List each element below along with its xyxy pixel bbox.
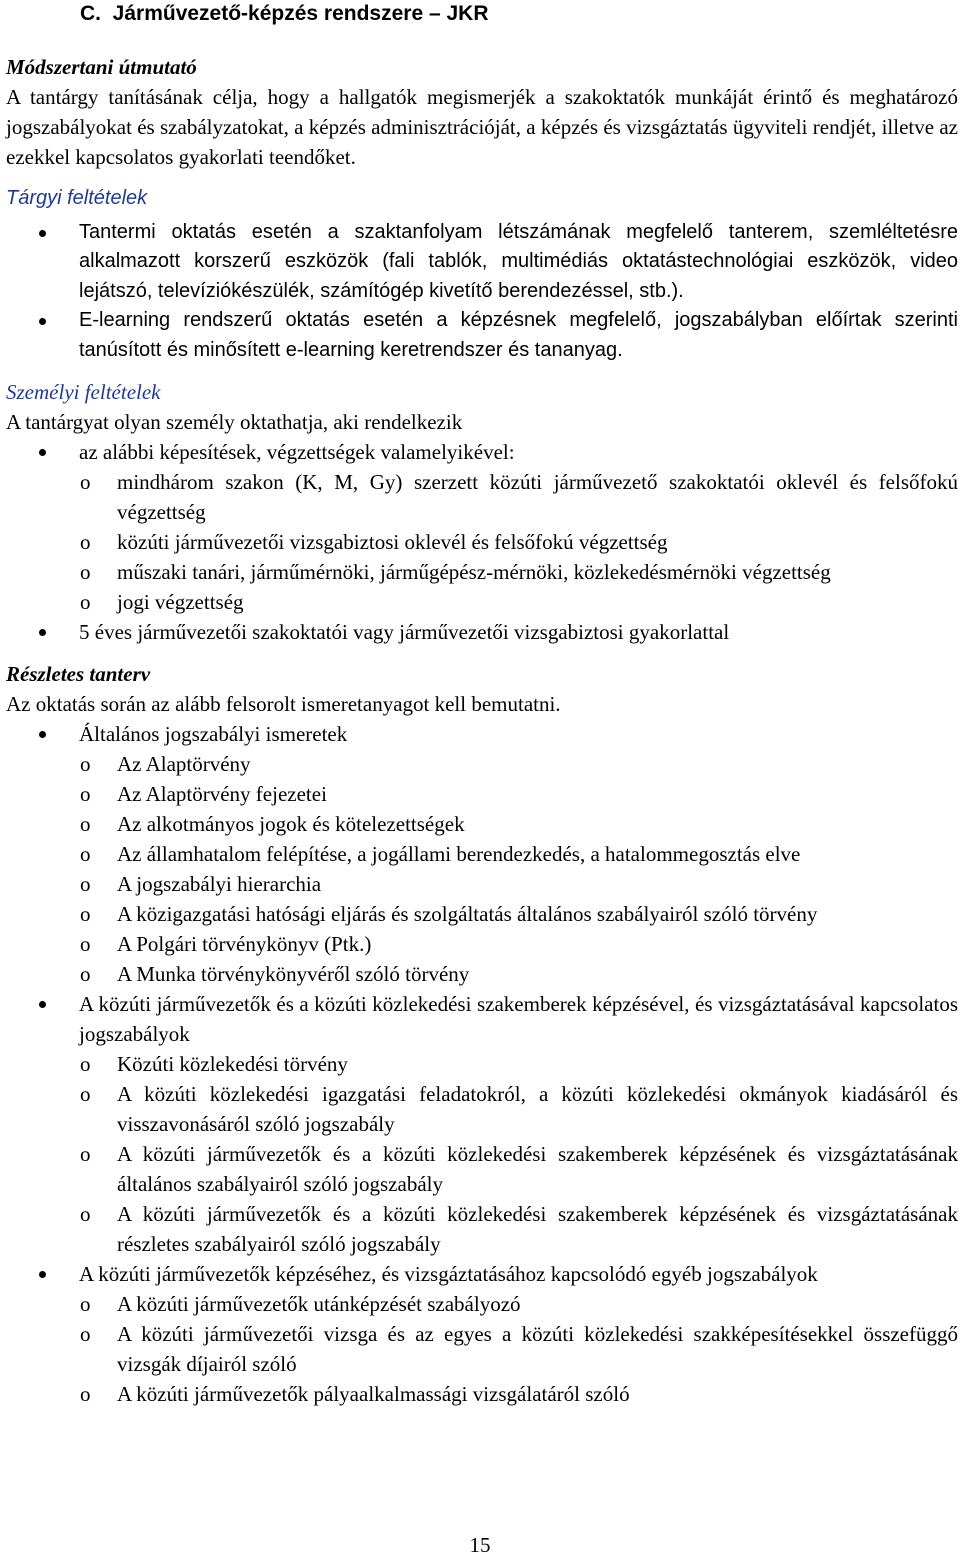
page-number: 15 xyxy=(469,1533,491,1557)
personal-subitem: o jogi végzettség xyxy=(6,587,958,617)
curriculum-intro: Az oktatás során az alább felsorolt ismeretanyagot kell bemutatni. xyxy=(6,692,561,716)
personal-subitem: o közúti járművezetői vizsgabiztosi oklevél és felsőfokú végzettség xyxy=(6,527,958,557)
curriculum-subitem: o Az Alaptörvény xyxy=(6,749,958,779)
curriculum-subitem: o Az alkotmányos jogok és kötelezettségek xyxy=(6,809,958,839)
curriculum-subitem: o Az Alaptörvény fejezetei xyxy=(6,779,958,809)
curriculum-subitem: o A közúti járművezetői vizsga és az egyes a közúti közlekedési szakképesítésekkel összefüggő vizsgák díjairól szóló xyxy=(6,1319,958,1379)
material-item: Tantermi oktatás esetén a szaktanfolyam létszámának megfelelő tanterem, szemléltetésre alkalmazott korszerű eszközök (fali tablók, multimédiás oktatástechnológiai eszközök, video lejátszó, televíziókészülék, számítógép kivetítő berendezéssel, stb.). xyxy=(6,218,958,307)
material-heading: Tárgyi feltételek xyxy=(6,187,148,209)
curriculum-group: A közúti járművezetők és a közúti közlekedési szakemberek képzésével, és vizsgáztatásával kapcsolatos jogszabályok xyxy=(6,989,958,1049)
curriculum-group: A közúti járművezetők képzéséhez, és vizsgáztatásához kapcsolódó egyéb jogszabályok xyxy=(6,1259,958,1289)
personal-intro: A tantárgyat olyan személy oktathatja, aki rendelkezik xyxy=(6,410,463,434)
curriculum-subitem: o A közúti járművezetők és a közúti közlekedési szakemberek képzésének és vizsgáztatásának részletes szabályairól szóló jogszabály xyxy=(6,1199,958,1259)
curriculum-subitem: o A Munka törvénykönyvéről szóló törvény xyxy=(6,959,958,989)
curriculum-subitem: o A közúti közlekedési igazgatási feladatokról, a közúti közlekedési okmányok kiadásáról és visszavonásáról szóló jogszabály xyxy=(6,1079,958,1139)
curriculum-group: Általános jogszabályi ismeretek xyxy=(6,719,958,749)
curriculum-subitem: o Közúti közlekedési törvény xyxy=(6,1049,958,1079)
curriculum-subitem: o A közigazgatási hatósági eljárás és szolgáltatás általános szabályairól szóló törvény xyxy=(6,899,958,929)
methods-heading: Módszertani útmutató xyxy=(6,55,197,79)
document-page xyxy=(6,0,958,1409)
personal-subitem: o műszaki tanári, járműmérnöki, járműgépész-mérnöki, közlekedésmérnöki végzettség xyxy=(6,557,958,587)
material-list xyxy=(6,218,958,366)
page-title: C. Járművezető-képzés rendszere – JKR xyxy=(80,2,489,25)
personal-heading: Személyi feltételek xyxy=(6,380,161,404)
curriculum-subitem: o A közúti járművezetők pályaalkalmassági vizsgálatáról szóló xyxy=(6,1379,958,1409)
material-item: E-learning rendszerű oktatás esetén a képzésnek megfelelő, jogszabályban előírtak szerinti tanúsított és minősített e-learning keretrendszer és tananyag. xyxy=(6,306,958,365)
personal-subitem: o mindhárom szakon (K, M, Gy) szerzett közúti járművezető szakoktatói oklevél és felsőfokú végzettség xyxy=(6,467,958,527)
personal-item: 5 éves járművezetői szakoktatói vagy járművezetői vizsgabiztosi gyakorlattal xyxy=(6,617,958,647)
curriculum-heading: Részletes tanterv xyxy=(6,662,151,686)
personal-list xyxy=(6,437,958,647)
curriculum-subitem: o A közúti járművezetők utánképzését szabályozó xyxy=(6,1289,958,1319)
personal-item: az alábbi képesítések, végzettségek valamelyikével: xyxy=(6,437,958,467)
curriculum-subitem: o Az államhatalom felépítése, a jogállami berendezkedés, a hatalommegosztás elve xyxy=(6,839,958,869)
curriculum-list xyxy=(6,719,958,1409)
methods-text: A tantárgy tanításának célja, hogy a hallgatók megismerjék a szakoktatók munkáját érintő és meghatározó jogszabályokat és szabályzatokat, a képzés adminisztrációját, a képzés és vizsgáztatás ügyviteli rendjét, illetve az ezekkel kapcsolatos gyakorlati teendőket. xyxy=(6,85,958,169)
curriculum-subitem: o A jogszabályi hierarchia xyxy=(6,869,958,899)
curriculum-subitem: o A Polgári törvénykönyv (Ptk.) xyxy=(6,929,958,959)
curriculum-subitem: o A közúti járművezetők és a közúti közlekedési szakemberek képzésének és vizsgáztatásának általános szabályairól szóló jogszabály xyxy=(6,1139,958,1199)
